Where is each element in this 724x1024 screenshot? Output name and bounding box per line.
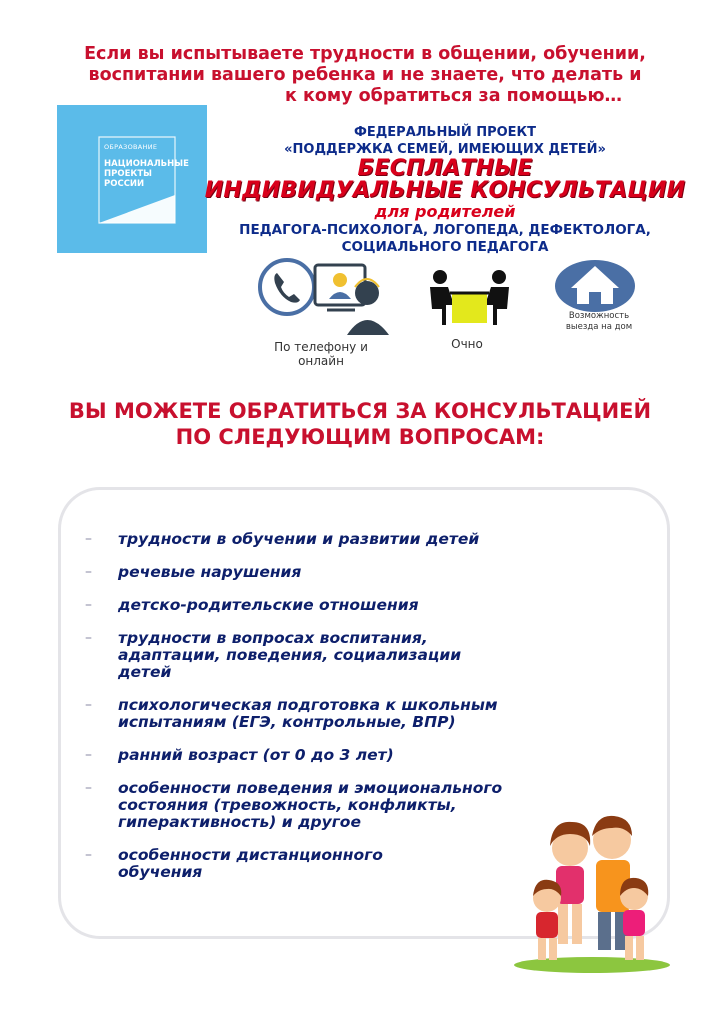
- topic-line: особенности поведения и эмоционального: [118, 779, 503, 797]
- home-caption-line-1: Возможность: [568, 311, 630, 321]
- topic-line: адаптации, поведения, социализации: [118, 646, 462, 664]
- intro-text: [40, 44, 690, 107]
- topic-line: детей: [118, 663, 172, 681]
- national-projects-logo: [57, 105, 207, 253]
- family-illustration: [512, 810, 672, 975]
- topic-line: трудности в вопросах воспитания,: [118, 629, 428, 647]
- dash-bullet: –: [85, 531, 92, 547]
- intro-line-2: воспитании вашего ребенка и не знаете, что делать и: [88, 65, 642, 85]
- dash-bullet: –: [85, 697, 92, 713]
- consultations-title: ИНДИВИДУАЛЬНЫЕ КОНСУЛЬТАЦИИ: [204, 178, 686, 203]
- topic-line: трудности в обучении и развитии детей: [118, 530, 480, 548]
- topic-text: [118, 597, 645, 614]
- dash-bullet: –: [85, 847, 92, 863]
- dash-bullet: –: [85, 630, 92, 646]
- list-item: [85, 697, 645, 731]
- list-item: [85, 747, 645, 764]
- topic-line: речевые нарушения: [118, 563, 302, 581]
- list-item: [85, 630, 645, 681]
- specialists-line-2: СОЦИАЛЬНОГО ПЕДАГОГА: [341, 239, 549, 255]
- topic-text: [118, 564, 645, 581]
- for-parents-label: для родителей: [374, 202, 516, 221]
- topic-line: особенности дистанционного: [118, 846, 383, 864]
- dash-bullet: –: [85, 597, 92, 613]
- home-caption-line-2: выезда на дом: [565, 322, 633, 332]
- list-item: [85, 531, 645, 548]
- logo-title: [104, 159, 189, 189]
- home-visit-caption: [553, 311, 645, 333]
- topic-text: [118, 697, 645, 731]
- phone-video-icon-group: [255, 255, 390, 335]
- dash-bullet: –: [85, 747, 92, 763]
- project-name-line-1: ФЕДЕРАЛЬНЫЙ ПРОЕКТ: [353, 125, 537, 140]
- topic-line: гиперактивность) и другое: [118, 813, 361, 831]
- intro-line-1: Если вы испытываете трудности в общении, обучении,: [84, 44, 646, 64]
- logo-line-2: ПРОЕКТЫ: [104, 169, 152, 179]
- meeting-icon: [422, 265, 517, 330]
- dash-bullet: –: [85, 780, 92, 796]
- logo-line-1: НАЦИОНАЛЬНЫЕ: [104, 159, 189, 169]
- intro-line-3: к кому обратиться за помощью…: [284, 86, 622, 106]
- topic-text: [118, 747, 645, 764]
- home-icon: [553, 258, 638, 318]
- heading-line-1: ВЫ МОЖЕТЕ ОБРАТИТЬСЯ ЗА КОНСУЛЬТАЦИЕЙ: [68, 399, 652, 423]
- phone-caption-line-2: онлайн: [298, 354, 344, 368]
- phone-caption-line-1: По телефону и: [274, 340, 368, 354]
- logo-line-3: РОССИИ: [104, 179, 145, 189]
- topic-text: [118, 630, 645, 681]
- topic-line: обучения: [118, 863, 203, 881]
- topic-line: состояния (тревожность, конфликты,: [118, 796, 457, 814]
- topic-line: ранний возраст (от 0 до 3 лет): [118, 746, 394, 764]
- logo-caption: ОБРАЗОВАНИЕ: [104, 143, 158, 151]
- list-item: [85, 597, 645, 614]
- specialists-line-1: ПЕДАГОГА-ПСИХОЛОГА, ЛОГОПЕДА, ДЕФЕКТОЛОГА,: [239, 222, 651, 238]
- list-item: [85, 564, 645, 581]
- project-name-line-2: «ПОДДЕРЖКА СЕМЕЙ, ИМЕЮЩИХ ДЕТЕЙ»: [284, 142, 606, 157]
- topic-line: испытаниям (ЕГЭ, контрольные, ВПР): [118, 713, 456, 731]
- in-person-caption: Очно: [451, 337, 483, 351]
- topic-line: психологическая подготовка к школьным: [118, 696, 498, 714]
- topic-text: [118, 531, 645, 548]
- dash-bullet: –: [85, 564, 92, 580]
- video-call-icon: [315, 265, 389, 335]
- free-title: БЕСПЛАТНЫЕ: [357, 156, 533, 181]
- phone-icon: [260, 260, 314, 314]
- topics-heading: [30, 398, 690, 450]
- heading-line-2: ПО СЛЕДУЮЩИМ ВОПРОСАМ:: [175, 425, 545, 449]
- project-block: [200, 124, 690, 256]
- phone-online-caption: [262, 340, 380, 368]
- topic-line: детско-родительские отношения: [118, 596, 419, 614]
